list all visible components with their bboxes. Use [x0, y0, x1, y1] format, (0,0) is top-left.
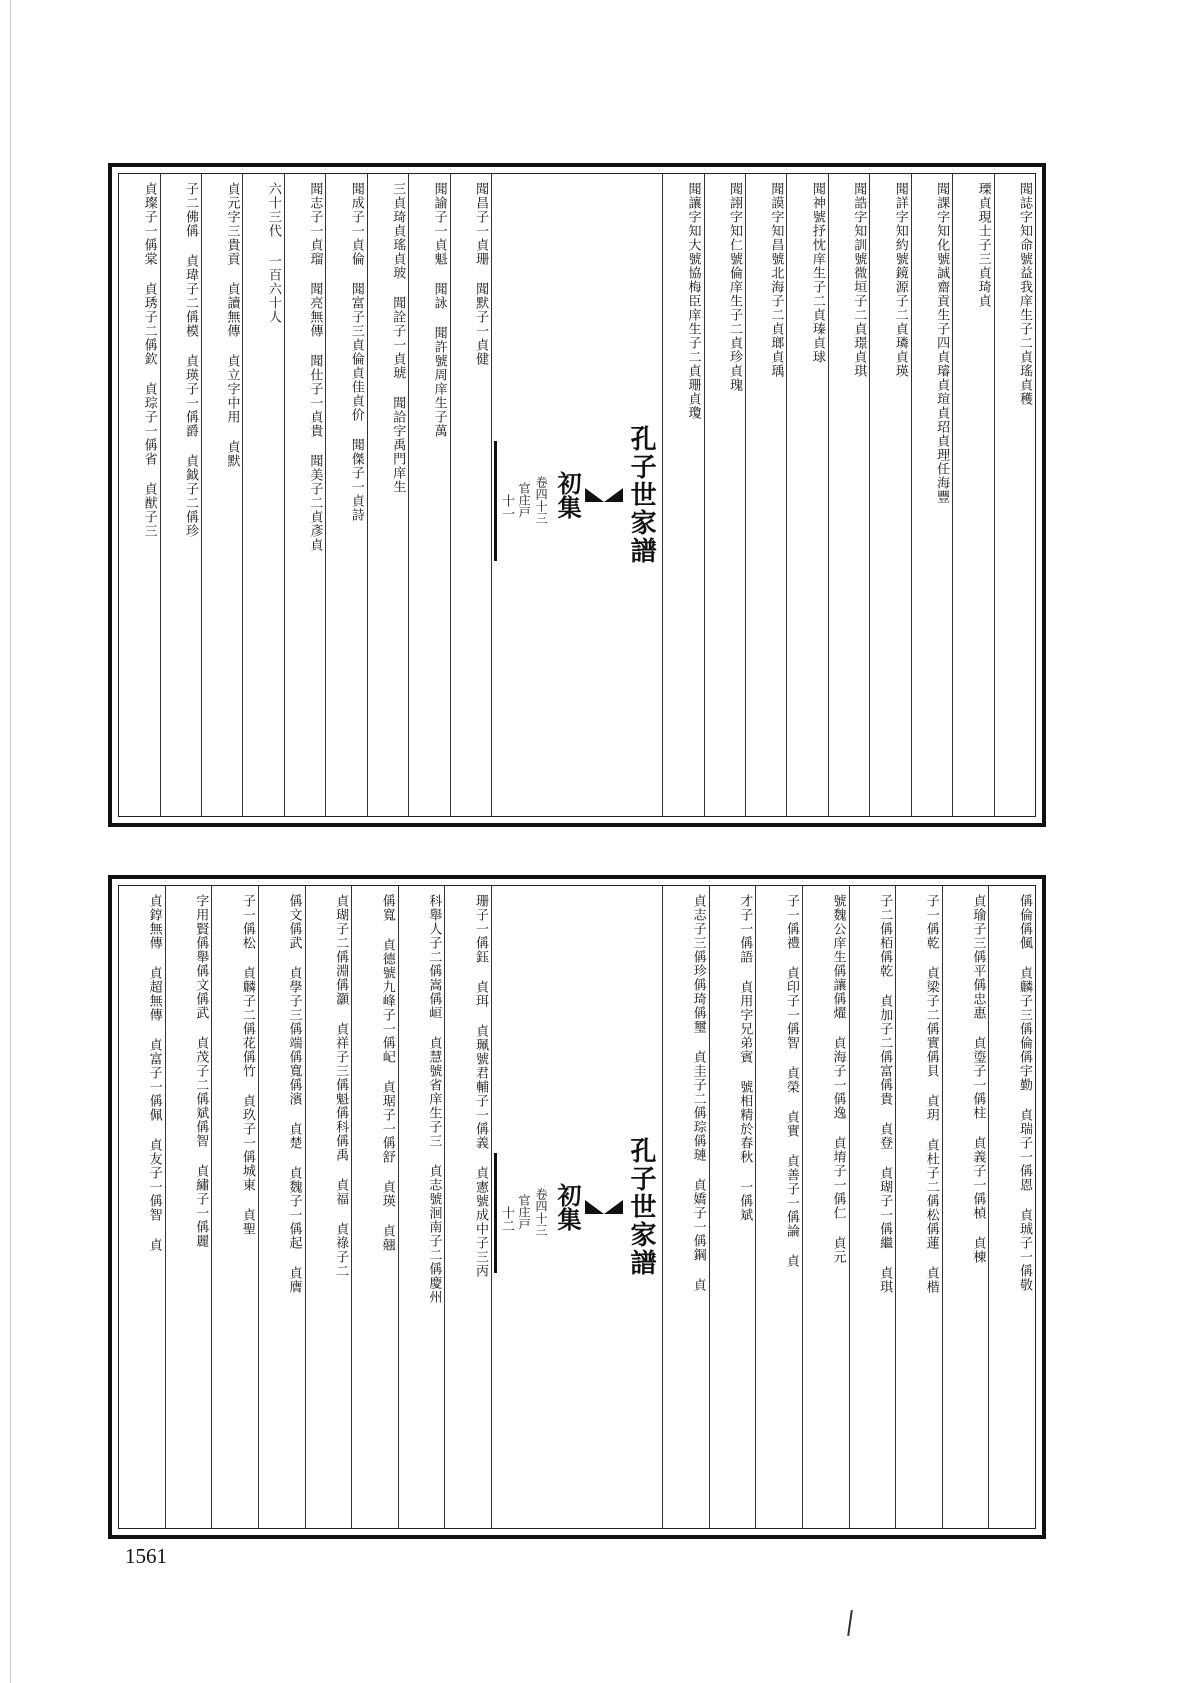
column: 聞讓字知大號協梅臣庠生子二貞珊貞瓊 [662, 174, 703, 816]
genealogy-page-bottom [108, 875, 1046, 1539]
column: 聞昌子一貞珊 聞默子一貞健 [450, 174, 491, 816]
column: 子二偁栢偁乾 貞加子二偁富偁貴 貞登 貞瑚子一偁繼 貞琪 [849, 886, 896, 1528]
volume-label: 卷四十三 [534, 1188, 548, 1236]
column: 聞成子一貞倫 聞富子三貞倫貞佳貞价 聞傑子一貞詩 [325, 174, 366, 816]
column: 聞課字知化號誠齋貢生子四貞璿貞瑄貞玿貞理任海豐 [911, 174, 952, 816]
column: 聞誌字知命號益我庠生子二貞瑤貞穫 [994, 174, 1035, 816]
column: 聞謨字知昌號北海子二貞瑯貞瑀 [745, 174, 786, 816]
book-title: 孔子世家譜 [626, 1137, 656, 1277]
bottom-column-grid [118, 885, 1036, 1529]
column: 珊子一偁鈺 貞珥 貞珮號君輔子一偁義 貞憲號成中子三丙 [444, 886, 491, 1528]
spine-rule [494, 441, 497, 561]
column: 子一偁乾 貞梁子二偁實偁貝 貞玥 貞杜子二偁松偁蓮 貞楷 [895, 886, 942, 1528]
spine-rule [494, 1153, 497, 1273]
fish-tail-mark [585, 1200, 623, 1214]
column: 號魏公庠生偁讓偁燿 貞海子一偁逸 貞堉子一偁仁 貞元 [802, 886, 849, 1528]
column: 貞瑚子二偁淵偁灝 貞祥子三偁魁偁科偁禹 貞福 貞祿子二 [305, 886, 352, 1528]
scan-edge-line [10, 0, 11, 1683]
section-label: 官庄戸 [517, 1194, 531, 1230]
column: 偁倫偁偑 貞麟子三偁倫偁宇勤 貞瑞子一偁恩 貞珹子一偁敬 [988, 886, 1035, 1528]
column: 貞璨子一偁棠 貞琇子二偁欽 貞琮子一偁省 貞猷子三 [141, 182, 157, 538]
collection-name: 初集 [553, 471, 583, 519]
column: 聞誥字知訓號微垣子二貞璟貞琪 [828, 174, 869, 816]
column: 才子一偁語 貞用字兄弟賓 號相精於春秋 一偁斌 [709, 886, 756, 1528]
book-title: 孔子世家譜 [626, 425, 657, 565]
page-number: 1561 [125, 1544, 167, 1568]
column: 子二佛偁 貞瑋子二偁模 貞瑛子一偁爵 貞鉞子二偁珍 [160, 174, 201, 816]
column: 子一偁松 貞麟子二偁花偁竹 貞玖子一偁城東 貞聖 [211, 886, 258, 1528]
collection-name: 初集 [553, 1183, 582, 1231]
column: 貞錞無傳 貞超無傳 貞富子一偁佩 貞友子一偁智 貞 [146, 894, 162, 1252]
column: 貞瑜子三偁平偁忠惠 貞瑬子一偁柱 貞義子一偁楨 貞棟 [942, 886, 989, 1528]
column: 三貞琦貞瑤貞玻 聞詮子一貞琥 聞詥字禹門庠生 [367, 174, 408, 816]
generation-heading: 六十三代 一百六十人 [242, 174, 283, 816]
leaf-number: 十一 [499, 494, 515, 520]
center-spine [491, 174, 662, 816]
column: 聞諭子一貞魁 聞詠 聞許號周庠生子萬 [408, 174, 449, 816]
genealogy-page-top [108, 163, 1046, 827]
column: 聞神號抒忱庠生子二貞瑧貞球 [786, 174, 827, 816]
column: 字用賢偁舉偁文偁武 貞茂子二偁斌偁智 貞繡子一偁麗 [165, 886, 212, 1528]
column: 貞志子三偁珍偁琦偁璽 貞圭子二偁琮偁璉 貞嬌子一偁鋼 貞 [662, 886, 709, 1528]
center-spine [491, 886, 662, 1528]
leaf-number: 十二 [499, 1206, 514, 1232]
column: 科舉人子二偁嵩偁峘 貞慧號省庠生子三 貞志號洄南子二偁慶州 [398, 886, 445, 1528]
column: 瑮貞現士子三貞琦貞 [952, 174, 993, 816]
column: 聞詳字知約號鏡源子二貞璘貞瑛 [869, 174, 910, 816]
column: 聞志子一貞瑠 聞亮無傳 聞仕子一貞貴 聞美子二貞彥貞 [284, 174, 325, 816]
column: 子一偁禮 貞印子一偁智 貞榮 貞實 貞善子一偁論 貞 [755, 886, 802, 1528]
top-column-grid [118, 173, 1036, 817]
column: 偁寬 貞德號九峰子一偁屺 貞琚子一偁舒 貞瑛 貞翹 [351, 886, 398, 1528]
section-label: 官庄戸 [517, 482, 532, 518]
volume-label: 卷四十三 [534, 476, 549, 524]
column: 偁文偁武 貞學子三偁端偁寬偁濱 貞楚 貞魏子一偁起 貞膺 [258, 886, 305, 1528]
stray-pen-mark [847, 1610, 853, 1636]
column: 聞詡字知仁號倫庠生子二貞珍貞瑰 [704, 174, 745, 816]
fish-tail-mark [585, 488, 623, 502]
column: 貞元字三貴貢 貞讀無傳 貞立字中用 貞默 [201, 174, 242, 816]
